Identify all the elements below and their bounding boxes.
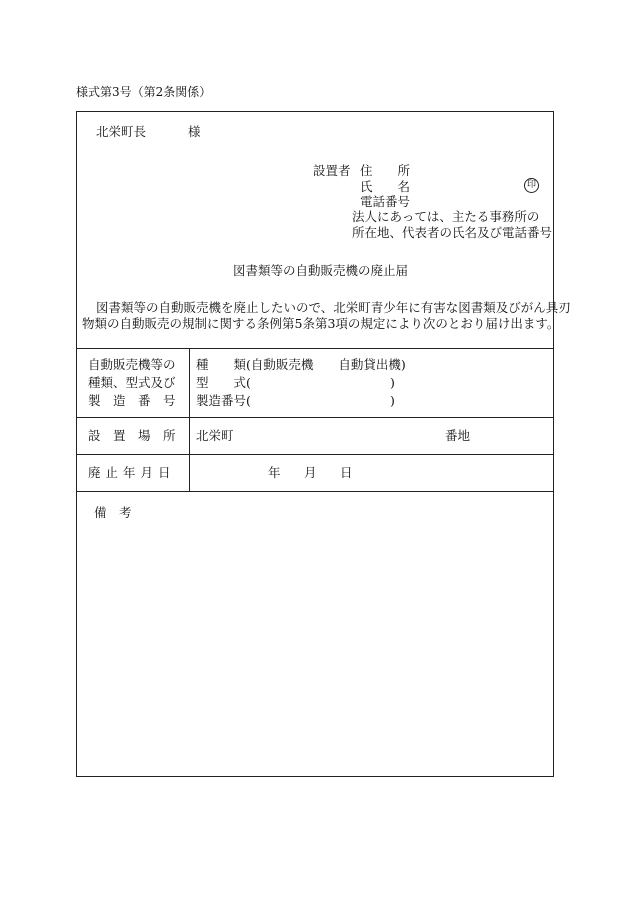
location-row-rule xyxy=(76,454,554,455)
table-top-rule xyxy=(76,348,554,349)
location-town: 北栄町 xyxy=(196,428,234,443)
date-day-label: 日 xyxy=(340,465,353,480)
machine-label-line2: 種類、型式及び xyxy=(88,375,176,390)
date-month-label: 月 xyxy=(304,465,317,480)
machine-serial-label: 製造番号( xyxy=(196,393,251,408)
addressee-honorific: 様 xyxy=(188,124,201,139)
machine-model-close: ) xyxy=(390,375,395,390)
seal-mark: 印 xyxy=(524,178,539,193)
name-label: 氏 名 xyxy=(360,179,411,194)
remarks-label: 備 考 xyxy=(94,505,132,520)
body-text-line1: 図書類等の自動販売機を廃止したいので、北栄町青少年に有害な図書類及びがん具刃 xyxy=(96,300,571,315)
location-label: 設 置 場 所 xyxy=(88,428,176,443)
phone-label: 電話番号 xyxy=(360,194,411,209)
machine-serial-close: ) xyxy=(390,393,395,408)
machine-row-rule xyxy=(76,417,554,418)
form-number: 様式第3号（第2条関係） xyxy=(76,85,212,99)
location-banchi: 番地 xyxy=(445,428,471,443)
body-text-line2: 物類の自動販売の規制に関する条例第5条第3項の規定により次のとおり届け出ます。 xyxy=(82,316,560,331)
machine-model-label: 型 式( xyxy=(196,375,251,390)
machine-type-row: 種 類(自動販売機 自動貸出機) xyxy=(196,357,406,372)
date-year-label: 年 xyxy=(268,465,281,480)
corporate-note-line1: 法人にあっては、主たる事務所の xyxy=(352,209,540,224)
label-column-rule xyxy=(189,348,190,491)
machine-label-line3: 製 造 番 号 xyxy=(88,393,176,408)
address-label: 住 所 xyxy=(360,163,411,178)
addressee-name: 北栄町長 xyxy=(96,124,147,139)
abolition-date-label: 廃止年月日 xyxy=(88,465,176,480)
machine-label-line1: 自動販売機等の xyxy=(88,357,176,372)
applicant-heading: 設置者 xyxy=(313,163,351,178)
corporate-note-line2: 所在地、代表者の氏名及び電話番号 xyxy=(352,225,553,240)
document-title: 図書類等の自動販売機の廃止届 xyxy=(233,263,409,278)
date-row-rule xyxy=(76,491,554,492)
